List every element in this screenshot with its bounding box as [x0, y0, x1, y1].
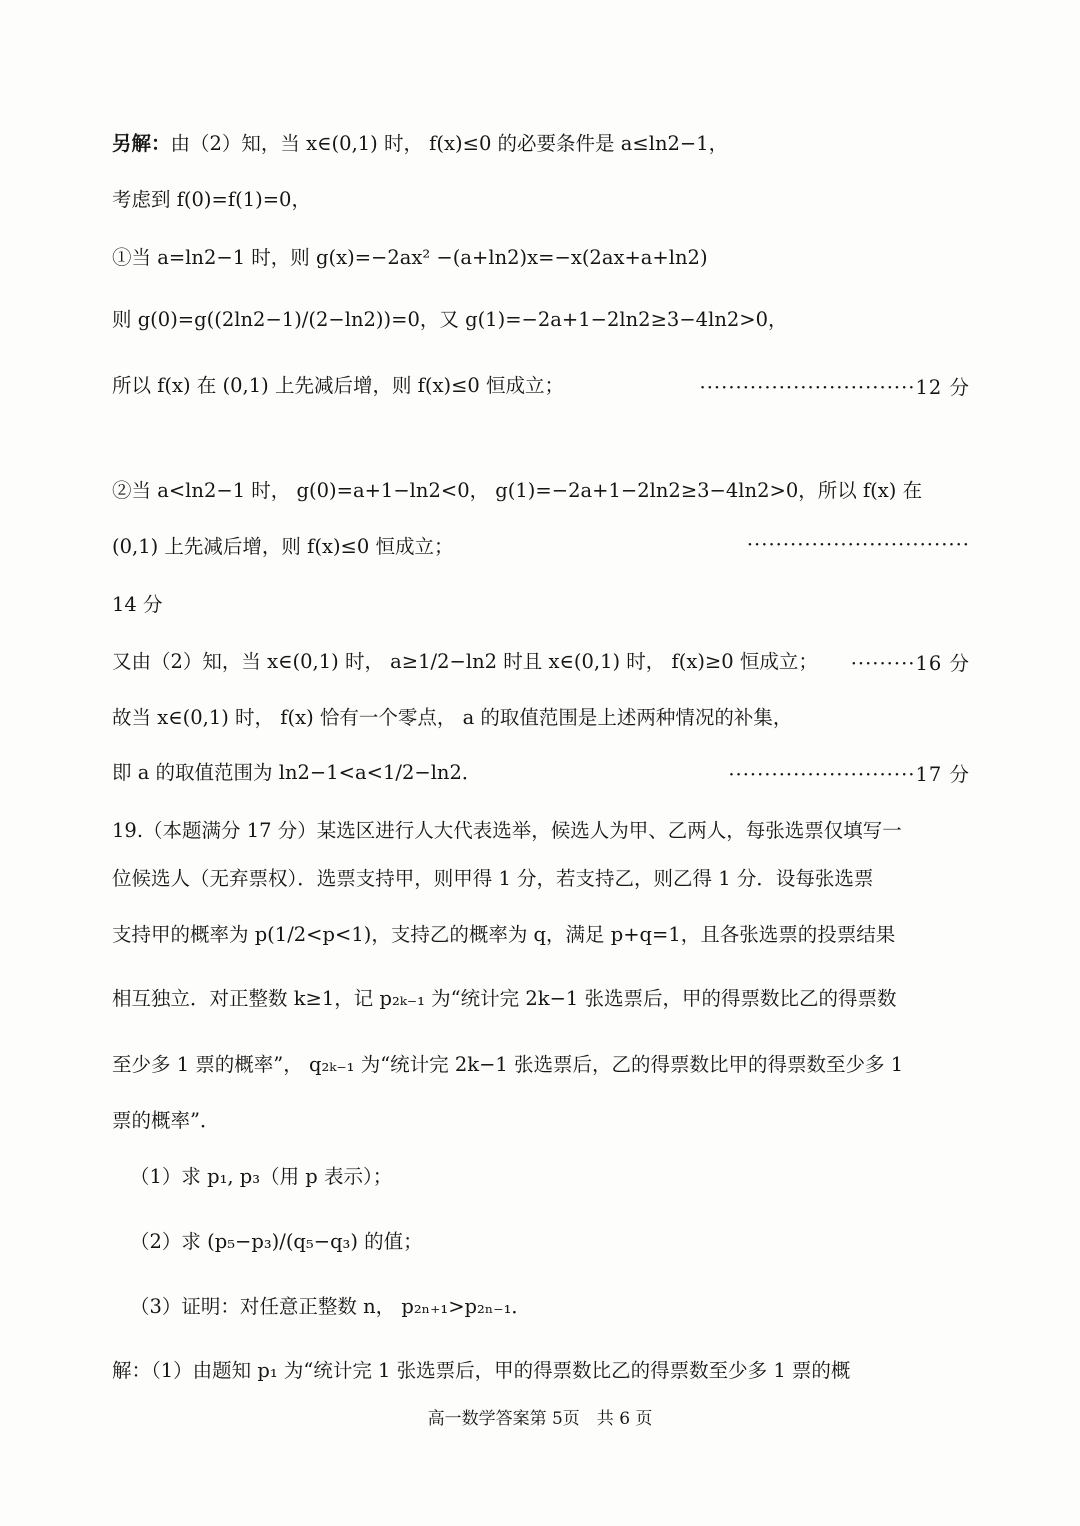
text-line — [130, 1228, 970, 1256]
text-line — [112, 704, 970, 732]
text-line — [112, 130, 970, 158]
line-text: （3）证明：对任意正整数 n， p₂ₙ₊₁>p₂ₙ₋₁． — [130, 1295, 531, 1318]
solution-lead: 另解： — [112, 132, 171, 155]
text-line — [112, 477, 970, 505]
text-line — [112, 1051, 970, 1079]
line-text: 支持甲的概率为 p(1/2<p<1)，支持乙的概率为 q，满足 p+q=1，且各张选票的投票结果 — [112, 923, 896, 946]
score-marker: ······························12 分 — [699, 376, 970, 399]
line-text: 票的概率”． — [112, 1109, 220, 1132]
text-line — [112, 865, 970, 893]
line-text: 解：（1）由题知 p₁ 为“统计完 1 张选票后，甲的得票数比乙的得票数至少多 1 票的概 — [112, 1359, 851, 1382]
text-line — [112, 817, 970, 845]
line-text: (0,1) 上先减后增，则 f(x)≤0 恒成立； — [112, 535, 454, 558]
line-text: 所以 f(x) 在 (0,1) 上先减后增，则 f(x)≤0 恒成立； — [112, 374, 565, 397]
line-text: ②当 a<ln2−1 时， g(0)=a+1−ln2<0， g(1)=−2a+1−2ln2≥3−4ln2>0，所以 f(x) 在 — [112, 479, 923, 502]
line-text: 故当 x∈(0,1) 时， f(x) 恰有一个零点， a 的取值范围是上述两种情况的补集， — [112, 706, 793, 729]
score-marker: ·········16 分 — [850, 652, 970, 675]
score-marker: ··························17 分 — [728, 763, 970, 786]
line-text: 相互独立．对正整数 k≥1，记 p₂ₖ₋₁ 为“统计完 2k−1 张选票后，甲的得票数比乙的得票数 — [112, 987, 897, 1010]
page-footer: 高一数学答案第 5页 共 6 页 — [427, 1409, 653, 1429]
line-text: 则 g(0)=g((2ln2−1)/(2−ln2))=0，又 g(1)=−2a+1−2ln2≥3−4ln2>0， — [112, 308, 788, 331]
text-line — [112, 591, 970, 619]
text-line — [130, 1163, 970, 1191]
text-line — [130, 1293, 970, 1321]
line-text: 19.（本题满分 17 分）某选区进行人大代表选举，候选人为甲、乙两人，每张选票仅填写一 — [112, 819, 902, 842]
line-text: 位候选人（无弃票权）．选票支持甲，则甲得 1 分，若支持乙，则乙得 1 分．设每张选票 — [112, 867, 874, 890]
line-text: 考虑到 f(0)=f(1)=0， — [112, 188, 311, 211]
text-line — [112, 306, 970, 334]
line-text: 由（2）知，当 x∈(0,1) 时， f(x)≤0 的必要条件是 a≤ln2−1， — [170, 132, 729, 155]
score-marker: ······························· — [746, 533, 970, 556]
line-text: 即 a 的取值范围为 ln2−1<a<1/2−ln2． — [112, 761, 482, 784]
line-text: 至少多 1 票的概率”， q₂ₖ₋₁ 为“统计完 2k−1 张选票后，乙的得票数比甲的得票数至少多 1 — [112, 1053, 904, 1076]
text-line — [112, 186, 970, 214]
text-line — [112, 985, 970, 1013]
text-line — [112, 921, 970, 949]
line-text: 又由（2）知，当 x∈(0,1) 时， a≥1/2−ln2 时且 x∈(0,1) 时， f(x)≥0 恒成立； — [112, 650, 818, 673]
line-text: （2）求 (p₅−p₃)/(q₅−q₃) 的值； — [130, 1230, 423, 1253]
text-line — [112, 1107, 970, 1135]
line-text: ①当 a=ln2−1 时，则 g(x)=−2ax² −(a+ln2)x=−x(2ax+a+ln2) — [112, 246, 708, 269]
text-line — [112, 648, 970, 676]
text-line — [112, 1357, 970, 1385]
line-text: 14 分 — [112, 593, 163, 616]
line-text: （1）求 p₁, p₃（用 p 表示）； — [130, 1165, 393, 1188]
text-line — [112, 244, 970, 272]
